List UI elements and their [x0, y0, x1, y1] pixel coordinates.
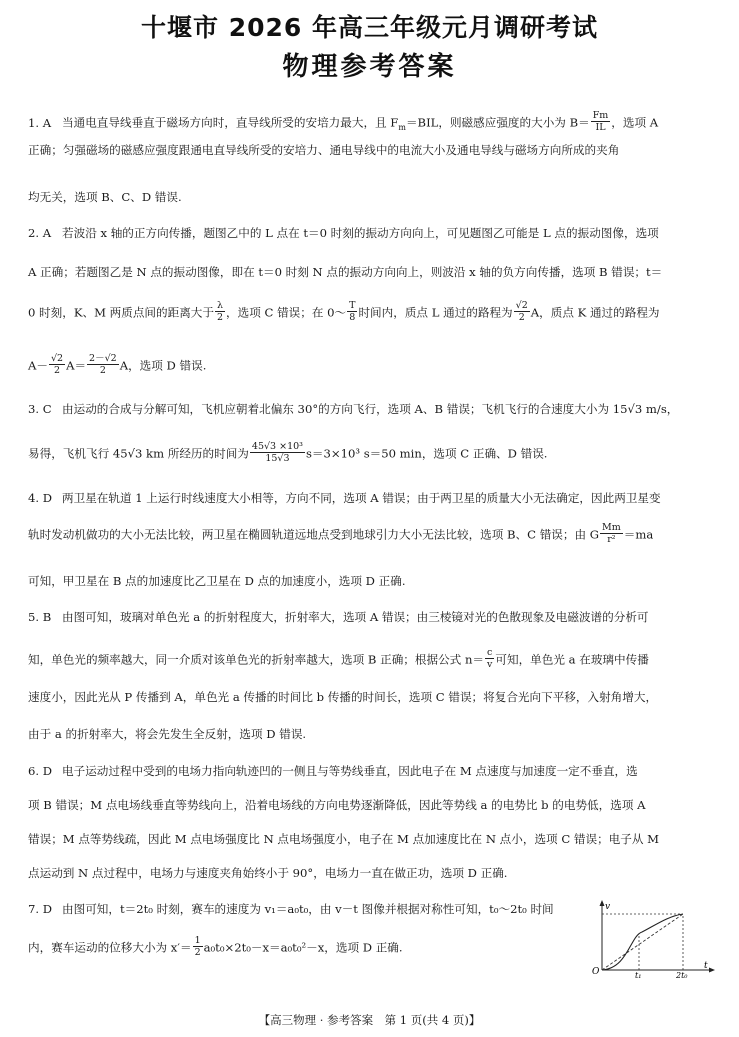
fraction: $\frac{Fm}{IL}$ — [592, 110, 609, 133]
page-title: 十堰市 2026 年高三年级元月调研考试 — [141, 13, 598, 42]
x-axis-label: t — [704, 961, 708, 971]
fraction: $\frac{T}{8}$ — [349, 300, 356, 323]
fraction: $\frac{\text{45√3 ×10³}}{15√3}$ — [251, 441, 303, 464]
fraction: $\frac{√2}{2}$ — [50, 353, 64, 376]
y-axis-arrow — [600, 900, 605, 906]
fraction: $\frac{√2}{2}$ — [515, 300, 528, 323]
2t0-tick-label: 2t₀ — [676, 971, 688, 978]
x-axis-arrow — [709, 968, 715, 973]
answer-number: 5. B — [28, 610, 52, 624]
fraction: $\frac{2-√2}{2}$ — [89, 353, 117, 376]
vt-curve — [602, 914, 683, 970]
answer-number: 7. D — [28, 902, 53, 916]
y-axis-label: v — [605, 902, 611, 912]
vt-graph-figure — [588, 898, 718, 978]
straight-line — [602, 914, 683, 970]
answer-number: 4. D — [28, 491, 53, 505]
fraction: $\frac{Mm}{\text{r²}}$ — [602, 522, 621, 545]
fraction: $\frac{1}{2}$ — [194, 935, 201, 958]
answer-number: 3. C — [28, 402, 52, 416]
fraction: $\frac{c}{v}$ — [487, 647, 493, 670]
answer-number: 2. A — [28, 226, 52, 240]
t1-tick-label: t₁ — [635, 971, 642, 978]
origin-label: O — [592, 967, 600, 977]
page-subtitle: 物理参考答案 — [282, 52, 457, 82]
fraction: $\frac{\lambda}{2}$ — [217, 300, 224, 323]
answer-number: 1. A — [28, 115, 52, 130]
page-footer: 【高三物理 · 参考答案 第 1 页(共 4 页)】 — [258, 1013, 481, 1027]
answer-number: 6. D — [28, 764, 53, 778]
